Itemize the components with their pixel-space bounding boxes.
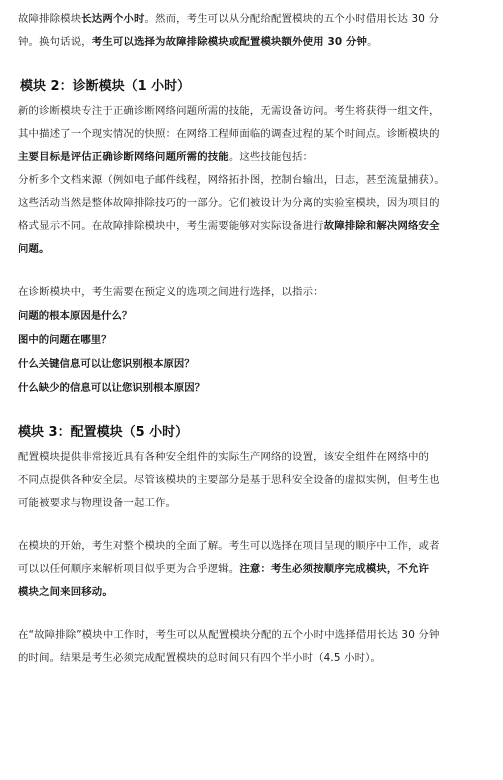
module3-line: 可能被要求与物理设备一起工作。 <box>18 497 177 509</box>
module2-bold-text: 故障排除和解决网络安全 <box>323 220 440 232</box>
intro-text: 钟。换句话说， <box>18 36 92 48</box>
spacer <box>18 515 490 535</box>
module3-text: 可以以任何顺序来解析项目似乎更为合乎逻辑。 <box>18 563 240 575</box>
module2-line: 问题。 <box>18 243 50 255</box>
intro-bold-text: 考生可以选择为故障排除模块或配置模块额外使用 30 分钟 <box>91 36 368 48</box>
intro-line-1 <box>18 8 490 31</box>
module2-bold-text: 主要目标是评估正确诊断网络问题所需的技能 <box>18 151 229 163</box>
module3-line: 模块之间来回移动。 <box>18 586 113 598</box>
module3-line: 不同点提供各种安全层。尽管该模块的主要部分是基于思科安全设备的虚拟实例，但考生也 <box>18 474 440 486</box>
module2-line: 分析多个文档来源（例如电子邮件线程，网络拓扑图，控制台输出，日志，甚至流量捕获）。 <box>18 174 445 186</box>
module2-line: 这些活动当然是整体故障排除技巧的一部分。它们被设计为分离的实验室模块，因为项目的 <box>18 197 440 209</box>
module2-line <box>18 215 490 238</box>
diagnostic-question: 什么缺少的信息可以让您识别根本原因？ <box>18 382 206 394</box>
module3-line: 在模块的开始，考生对整个模块的全面了解。考生可以选择在项目呈现的顺序中工作，或者 <box>18 540 440 552</box>
module3-line: 在“故障排除”模块中工作时，考生可以从配置模块分配的五个小时中选择借用长达 30 分钟 <box>18 629 440 641</box>
module2-line: 新的诊断模块专注于正确诊断网络问题所需的技能，无需设备访问。考生将获得一组文件， <box>18 105 440 117</box>
spacer <box>18 604 490 624</box>
module2-line: 其中描述了一个现实情况的快照：在网络工程师面临的调查过程的某个时间点。诊断模块的 <box>18 128 440 140</box>
spacer <box>18 261 490 281</box>
module3-heading: 模块 3：配置模块（5 小时） <box>18 425 189 440</box>
module2-options-intro: 在诊断模块中，考生需要在预定义的选项之间进行选择，以指示： <box>18 286 324 298</box>
diagnostic-question: 问题的根本原因是什么？ <box>18 310 133 322</box>
module3-line: 配置模块提供非常接近具有各种安全组件的实际生产网络的设置，该安全组件在网络中的 <box>18 451 430 463</box>
module3-line <box>18 558 490 581</box>
diagnostic-question: 什么关键信息可以让您识别根本原因？ <box>18 358 195 370</box>
spacer <box>18 400 490 420</box>
intro-bold-text: 长达两个小时 <box>81 13 145 25</box>
module2-heading: 模块 2：诊断模块（1 小时） <box>20 79 191 94</box>
intro-line-2 <box>18 31 490 54</box>
spacer <box>18 54 490 74</box>
module2-line <box>18 146 490 169</box>
intro-text: 。然而，考生可以从分配给配置模块的五个小时借用长达 30 分 <box>144 13 439 25</box>
module2-text: 格式显示不同。在故障排除模块中，考生需要能够对实际设备进行 <box>18 220 324 232</box>
module2-text: 。这些技能包括： <box>228 151 314 163</box>
module3-bold-text: 注意：考生必须按顺序完成模块，不允许 <box>239 563 430 575</box>
intro-text: 故障排除模块 <box>18 13 82 25</box>
diagnostic-question: 图中的问题在哪里？ <box>18 334 112 346</box>
module3-line: 的时间。结果是考生必须完成配置模块的总时间只有四个半小时（4.5 小时）。 <box>18 652 382 664</box>
intro-text: 。 <box>367 36 378 48</box>
